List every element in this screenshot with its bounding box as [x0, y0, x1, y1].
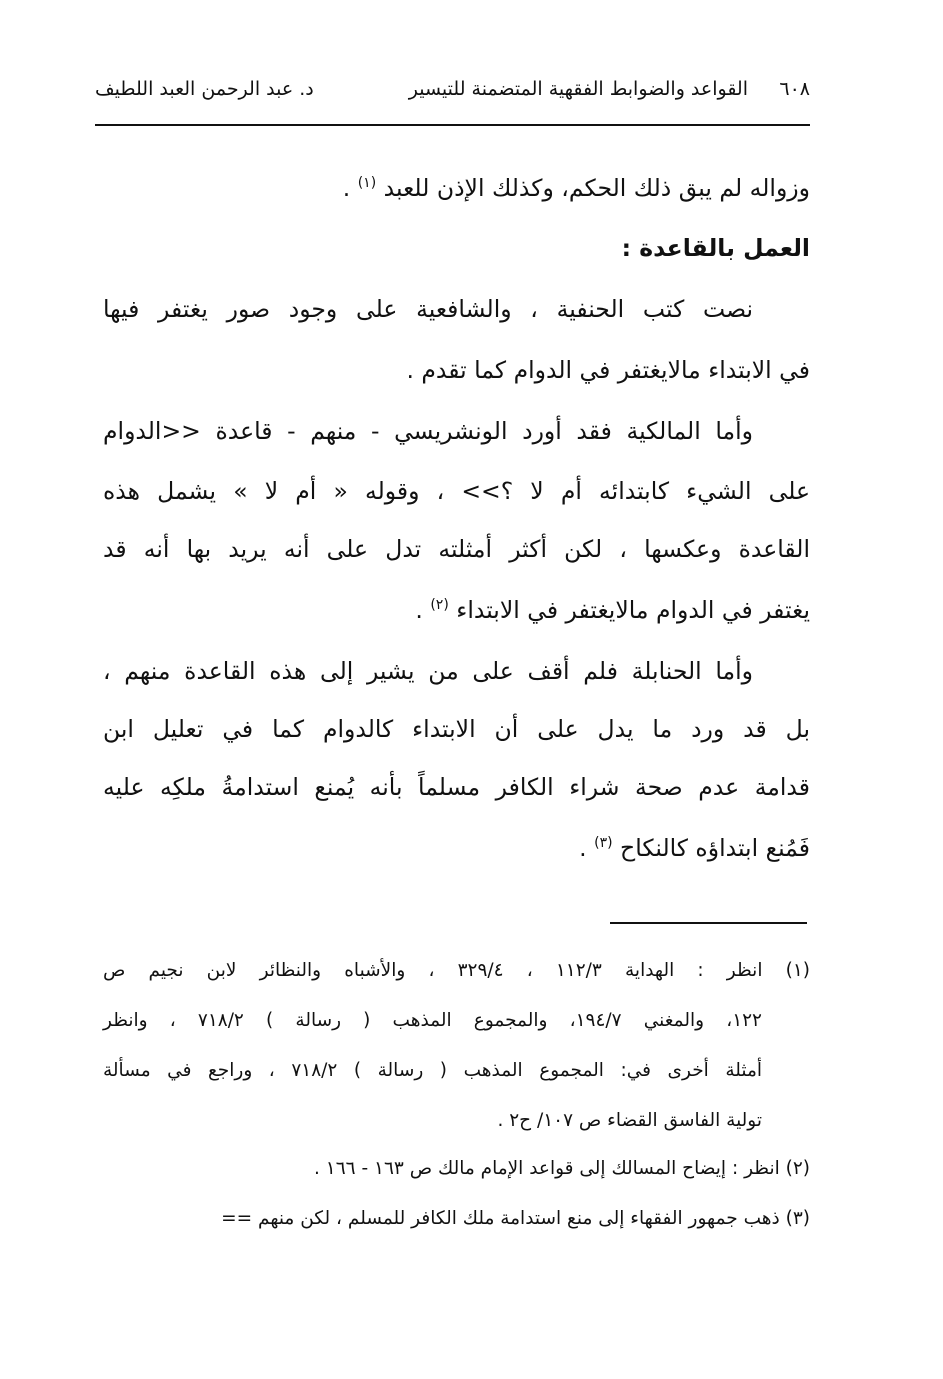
footnote-1-line-4: تولية الفاسق القضاء ص ١٠٧/ ح٢ . — [497, 1110, 762, 1131]
footnote-1-line-1: (١) انظر : الهداية ١١٢/٣ ، ٣٢٩/٤ ، والأشباه والنظائر لابن نجيم ص — [103, 960, 810, 981]
author-name: د. عبد الرحمن العبد اللطيف — [95, 78, 314, 100]
footnote-ref-1: (١) — [357, 175, 377, 191]
body-line-3: نصت كتب الحنفية ، والشافعية على وجود صور يغتفر فيها — [103, 295, 753, 323]
footnote-ref-3: (٣) — [594, 835, 613, 851]
body-line-11: قدامة عدم صحة شراء الكافر مسلماً بأنه يُمنع استدامةُ ملكِه عليه — [103, 773, 810, 801]
body-line-1 — [343, 176, 810, 201]
body-text: يغتفر في الدوام مالايغتفر في الابتداء — [456, 596, 810, 624]
end-mark: . — [579, 834, 587, 862]
body-line-8 — [415, 598, 810, 623]
footnote-separator — [610, 922, 807, 924]
body-line-7: القاعدة وعكسها ، لكن أكثر أمثلته تدل على أنه يريد بها أنه قد — [103, 535, 810, 563]
body-line-5: وأما المالكية فقد أورد الونشريسي - منهم - قاعدة <<الدوام — [103, 417, 753, 445]
header-rule — [95, 124, 810, 126]
body-line-6: على الشيء كابتدائه أم لا ؟>> ، وقوله « أم لا » يشمل هذه — [103, 477, 810, 505]
footnote-ref-2: (٢) — [430, 597, 449, 613]
body-text: فَمُنع ابتداؤه كالنكاح — [620, 834, 810, 862]
body-line-9: وأما الحنابلة فلم أقف على من يشير إلى هذه القاعدة منهم ، — [103, 657, 753, 685]
footnote-1-line-2: ١٢٢، والمغني ١٩٤/٧، والمجموع المذهب ( رسالة ) ٧١٨/٢ ، وانظر — [103, 1010, 762, 1031]
body-text: وزواله لم يبق ذلك الحكم، وكذلك الإذن للعبد — [383, 174, 810, 202]
page-number: ٦٠٨ — [779, 78, 810, 100]
running-header — [95, 74, 810, 114]
footnote-2: (٢) انظر : إيضاح المسالك إلى قواعد الإمام مالك ص ١٦٣ - ١٦٦ . — [314, 1158, 810, 1179]
body-line-10: بل قد ورد ما يدل على أن الابتداء كالدوام كما في تعليل ابن — [103, 715, 810, 743]
footnote-1-line-3: أمثلة أخرى في: المجموع المذهب ( رسالة ) ٧١٨/٢ ، وراجع في مسألة — [103, 1060, 762, 1081]
section-heading: العمل بالقاعدة : — [621, 234, 810, 262]
book-title: القواعد والضوابط الفقهية المتضمنة للتيسير — [408, 78, 748, 100]
end-mark: . — [415, 596, 423, 624]
footnote-3: (٣) ذهب جمهور الفقهاء إلى منع استدامة ملك الكافر للمسلم ، لكن منهم == — [221, 1208, 810, 1229]
body-line-4: في الابتداء مالايغتفر في الدوام كما تقدم . — [406, 356, 810, 384]
end-mark: . — [342, 174, 351, 202]
body-line-12 — [579, 836, 810, 861]
